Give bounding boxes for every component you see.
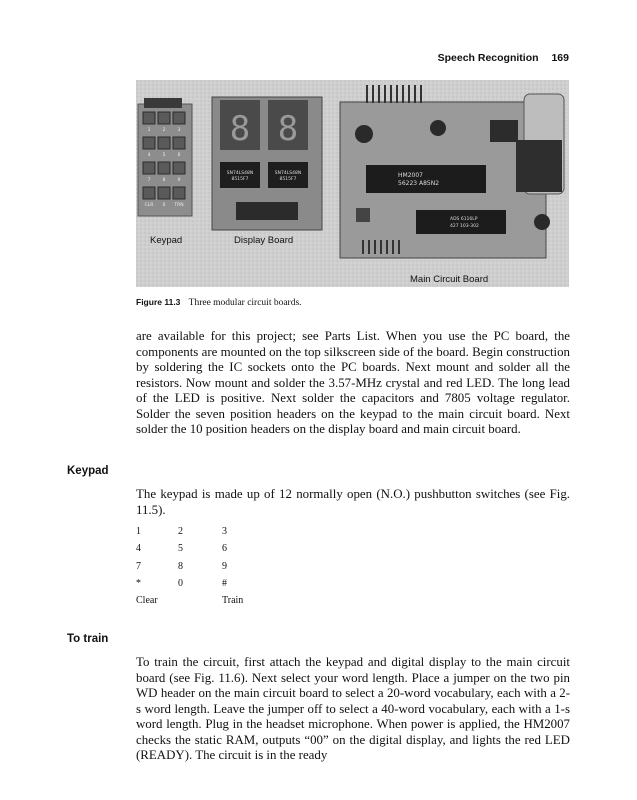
header-pin [380,240,382,254]
header-pin [398,240,400,254]
paragraph-construction: are available for this project; see Parts List. When you use the PC board, the components are mounted on the top silkscreen side of the board. Begin construction by soldering the IC sockets onto the PC boards. Next mount and solder all the resistors. Now mount and solder the 3.57-MHz crystal and red LED. The long lead of the LED is positive. Next solder the capacitors and 7805 voltage regulator. Solder the seven position headers on the keypad to the main circuit board. Next solder the 10 position headers on the display board and main circuit board. [136,329,570,436]
figure-caption [136,297,302,308]
keypad-button-graphic [158,187,170,199]
keypad-cell: * [136,577,141,589]
keypad-cell: 5 [178,543,183,555]
header-pin [408,85,410,103]
display-board-label: Display Board [234,235,294,246]
header-pin [420,85,422,103]
keypad-key-label: 0 [162,203,166,208]
keypad-key-label: 3 [177,128,181,133]
ram-chip-label: ADS 6116LP [450,217,478,222]
main-chip-label: HM2007 [398,172,423,179]
running-header [438,52,569,64]
keypad-cell: 2 [178,526,183,537]
header-pin [384,85,386,103]
keypad-clear-label: Clear [136,595,158,607]
header-pin [396,85,398,103]
keypad-cell: 0 [178,577,183,589]
keypad-cell: 7 [136,560,141,572]
circuit-boards-photo [136,80,569,287]
keypad-train-label: Train [222,595,244,607]
keypad-board [138,98,192,216]
display-chip-label-left: SN74LS48N [226,171,254,176]
header-pin [362,240,364,254]
header-pin [372,85,374,103]
display-chip-label-right: SN74LS48N [274,171,302,176]
main-chip-code: 56223 A85N2 [398,180,440,187]
display-chip-code-right: 8515F7 [279,177,297,182]
keypad-button-graphic [158,137,170,149]
keypad-cell: 4 [136,543,141,555]
paragraph-keypad: The keypad is made up of 12 normally open (N.O.) pushbutton switches (see Fig. 11.5). [136,487,570,517]
running-title: Speech Recognition [437,52,539,64]
header-pin [366,85,368,103]
keypad-button-graphic [173,112,185,124]
keypad-button-graphic [158,162,170,174]
header-pin [402,85,404,103]
main-board-label: Main Circuit Board [410,274,489,285]
keypad-button-graphic [158,112,170,124]
header-pin [378,85,380,103]
section-heading-to-train: To train [67,633,109,645]
keypad-cell: 9 [222,560,227,572]
keypad-button-graphic [173,187,185,199]
keypad-button-graphic [143,137,155,149]
paragraph-to-train: To train the circuit, first attach the keypad and digital display to the main circuit board (see Fig. 11.6). Next select your word length. Place a jumper on the two pin WD header on the main circuit board to select a 20-word vocabulary, each with a 2-s word length. Leave the jumper off to select a 40-word vocabulary, each with a 1-s word length. Plug in the headset microphone. When power is applied, the HM2007 checks the static RAM, outputs “00” on the digital display, and lights the red LED (READY). The circuit is in the ready [136,655,570,762]
display-chip-code-left: 8515F7 [231,177,249,182]
ram-chip-code: 427 103-302 [450,224,479,229]
keypad-key-label: 1 [147,128,151,133]
keypad-key-label: 5 [162,153,166,158]
keypad-button-graphic [143,187,155,199]
figure-caption-text: Three modular circuit boards. [188,298,302,308]
keypad-key-label: CLR [144,203,154,208]
keypad-cell: 8 [178,560,183,572]
keypad-cell: 1 [136,526,141,537]
header-pin [368,240,370,254]
keypad-button-graphic [143,162,155,174]
keypad-cell: 3 [222,526,227,537]
header-pin [392,240,394,254]
keypad-label: Keypad [150,235,183,246]
main-circuit-board [340,85,564,258]
keypad-key-label: 2 [162,128,166,133]
figure-number: Figure 11.3 [136,297,181,307]
keypad-key-label: 7 [147,178,151,183]
keypad-key-label: 6 [177,153,181,158]
keypad-cell: 6 [222,543,227,555]
display-board [212,97,322,230]
header-pin [386,240,388,254]
section-heading-keypad: Keypad [67,465,109,477]
page-number: 169 [551,52,569,64]
keypad-key-label: TRN [174,203,184,208]
header-pin [374,240,376,254]
display-digit-left: 8 [229,109,251,149]
keypad-key-label: 4 [147,153,151,158]
header-pin [414,85,416,103]
header-pin [390,85,392,103]
keypad-cell: # [222,577,227,589]
keypad-button-graphic [173,137,185,149]
keypad-key-label: 9 [177,178,181,183]
keypad-button-graphic [173,162,185,174]
display-digit-right: 8 [277,109,299,149]
keypad-button-graphic [143,112,155,124]
keypad-key-label: 8 [162,178,166,183]
